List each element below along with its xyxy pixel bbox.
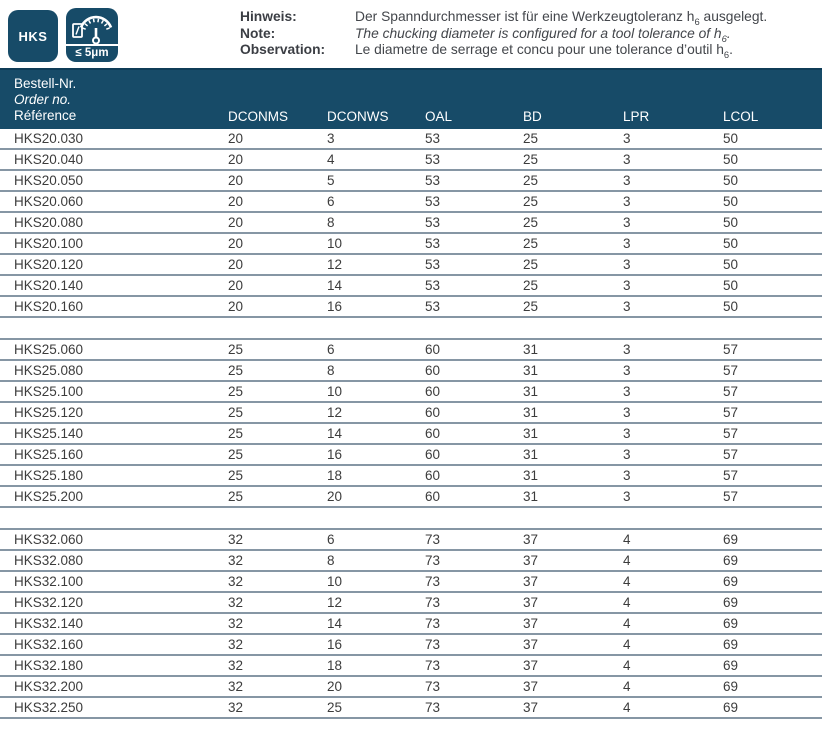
value-cell: 25 xyxy=(228,381,327,402)
value-cell: 6 xyxy=(327,339,425,360)
value-cell: 37 xyxy=(523,571,623,592)
value-cell: 4 xyxy=(623,655,723,676)
value-cell: 3 xyxy=(623,170,723,191)
value-cell: 60 xyxy=(425,423,523,444)
value-cell: 4 xyxy=(623,571,723,592)
order-no-cell: HKS25.120 xyxy=(0,402,228,423)
value-cell: 20 xyxy=(228,129,327,149)
section-spacer-row xyxy=(0,317,822,339)
section-spacer-cell xyxy=(0,317,822,339)
value-cell: 37 xyxy=(523,655,623,676)
value-cell: 25 xyxy=(228,360,327,381)
order-no-cell: HKS32.160 xyxy=(0,634,228,655)
column-header-bd: BD xyxy=(523,69,623,129)
page-header xyxy=(0,0,838,68)
value-cell: 31 xyxy=(523,444,623,465)
value-cell: 4 xyxy=(327,149,425,170)
value-cell: 31 xyxy=(523,423,623,444)
value-cell: 3 xyxy=(623,423,723,444)
table-row xyxy=(0,339,822,360)
value-cell: 4 xyxy=(623,634,723,655)
value-cell: 37 xyxy=(523,613,623,634)
section-spacer-cell xyxy=(0,507,822,529)
value-cell: 32 xyxy=(228,529,327,550)
table-row xyxy=(0,444,822,465)
table-header xyxy=(0,69,822,129)
value-cell: 53 xyxy=(425,129,523,149)
value-cell: 3 xyxy=(623,233,723,254)
value-cell: 3 xyxy=(623,149,723,170)
value-cell: 53 xyxy=(425,212,523,233)
value-cell: 10 xyxy=(327,233,425,254)
table-row xyxy=(0,129,822,149)
order-no-cell: HKS25.080 xyxy=(0,360,228,381)
value-cell: 57 xyxy=(723,486,822,507)
value-cell: 31 xyxy=(523,339,623,360)
value-cell: 31 xyxy=(523,402,623,423)
table-row xyxy=(0,381,822,402)
value-cell: 57 xyxy=(723,381,822,402)
value-cell: 20 xyxy=(228,191,327,212)
table-row xyxy=(0,592,822,613)
value-cell: 32 xyxy=(228,592,327,613)
order-no-cell: HKS32.200 xyxy=(0,676,228,697)
value-cell: 10 xyxy=(327,571,425,592)
value-cell: 31 xyxy=(523,360,623,381)
order-no-cell: HKS20.120 xyxy=(0,254,228,275)
table-row xyxy=(0,254,822,275)
value-cell: 37 xyxy=(523,634,623,655)
value-cell: 14 xyxy=(327,613,425,634)
column-header-lcol: LCOL xyxy=(723,69,822,129)
value-cell: 57 xyxy=(723,402,822,423)
value-cell: 4 xyxy=(623,613,723,634)
value-cell: 4 xyxy=(623,529,723,550)
value-cell: 60 xyxy=(425,339,523,360)
table-row xyxy=(0,170,822,191)
hks-series-label: HKS xyxy=(18,28,48,44)
value-cell: 37 xyxy=(523,697,623,718)
value-cell: 60 xyxy=(425,465,523,486)
value-cell: 37 xyxy=(523,592,623,613)
order-no-cell: HKS25.200 xyxy=(0,486,228,507)
order-no-cell: HKS20.030 xyxy=(0,129,228,149)
value-cell: 14 xyxy=(327,275,425,296)
value-cell: 31 xyxy=(523,486,623,507)
value-cell: 25 xyxy=(228,486,327,507)
value-cell: 3 xyxy=(623,129,723,149)
order-no-cell: HKS20.050 xyxy=(0,170,228,191)
table-row xyxy=(0,296,822,317)
value-cell: 3 xyxy=(623,339,723,360)
value-cell: 8 xyxy=(327,360,425,381)
value-cell: 73 xyxy=(425,550,523,571)
value-cell: 6 xyxy=(327,529,425,550)
value-cell: 69 xyxy=(723,613,822,634)
value-cell: 50 xyxy=(723,233,822,254)
value-cell: 16 xyxy=(327,634,425,655)
value-cell: 3 xyxy=(623,465,723,486)
column-header-lpr: LPR xyxy=(623,69,723,129)
value-cell: 3 xyxy=(327,129,425,149)
note-row-en xyxy=(240,26,767,43)
value-cell: 25 xyxy=(228,423,327,444)
value-cell: 50 xyxy=(723,191,822,212)
value-cell: 37 xyxy=(523,550,623,571)
value-cell: 3 xyxy=(623,381,723,402)
value-cell: 57 xyxy=(723,360,822,381)
value-cell: 3 xyxy=(623,254,723,275)
order-no-cell: HKS20.040 xyxy=(0,149,228,170)
value-cell: 73 xyxy=(425,655,523,676)
order-no-cell: HKS32.250 xyxy=(0,697,228,718)
column-header-oal: OAL xyxy=(425,69,523,129)
table-body xyxy=(0,129,822,718)
tolerance-value: ≤ 5μm xyxy=(75,47,109,59)
note-text-de: Der Spanndurchmesser ist für eine Werkzeugtoleranz $h_6$ ausgelegt. xyxy=(355,9,768,27)
value-cell: 31 xyxy=(523,381,623,402)
note-text-en: The chucking diameter is configured for a tool tolerance of $h_6$. xyxy=(355,25,731,44)
order-no-cell: HKS32.140 xyxy=(0,613,228,634)
value-cell: 25 xyxy=(523,191,623,212)
value-cell: 53 xyxy=(425,191,523,212)
table-row xyxy=(0,465,822,486)
value-cell: 73 xyxy=(425,529,523,550)
value-cell: 73 xyxy=(425,634,523,655)
value-cell: 25 xyxy=(523,212,623,233)
hks-series-badge xyxy=(8,10,58,62)
table-row xyxy=(0,275,822,296)
value-cell: 60 xyxy=(425,381,523,402)
value-cell: 73 xyxy=(425,613,523,634)
order-no-cell: HKS25.140 xyxy=(0,423,228,444)
table-row xyxy=(0,529,822,550)
value-cell: 8 xyxy=(327,550,425,571)
column-header-dconms: DCONMS xyxy=(228,69,327,129)
value-cell: 25 xyxy=(523,275,623,296)
order-no-cell: HKS25.060 xyxy=(0,339,228,360)
value-cell: 50 xyxy=(723,149,822,170)
value-cell: 3 xyxy=(623,486,723,507)
value-cell: 14 xyxy=(327,423,425,444)
order-no-cell: HKS25.160 xyxy=(0,444,228,465)
table-row xyxy=(0,423,822,444)
value-cell: 32 xyxy=(228,655,327,676)
value-cell: 50 xyxy=(723,275,822,296)
value-cell: 18 xyxy=(327,655,425,676)
value-cell: 20 xyxy=(228,149,327,170)
table-row xyxy=(0,149,822,170)
note-text-fr: Le diametre de serrage et concu pour une tolerance d’outil $h_6$. xyxy=(355,42,733,60)
value-cell: 20 xyxy=(228,233,327,254)
value-cell: 73 xyxy=(425,592,523,613)
value-cell: 4 xyxy=(623,550,723,571)
value-cell: 53 xyxy=(425,296,523,317)
order-no-cell: HKS20.140 xyxy=(0,275,228,296)
table-row xyxy=(0,402,822,423)
note-label-de: Hinweis: xyxy=(240,9,297,24)
value-cell: 20 xyxy=(327,486,425,507)
value-cell: 53 xyxy=(425,170,523,191)
order-no-cell: HKS32.080 xyxy=(0,550,228,571)
value-cell: 69 xyxy=(723,676,822,697)
value-cell: 69 xyxy=(723,655,822,676)
value-cell: 20 xyxy=(228,254,327,275)
value-cell: 25 xyxy=(523,149,623,170)
value-cell: 3 xyxy=(623,360,723,381)
value-cell: 25 xyxy=(523,233,623,254)
value-cell: 53 xyxy=(425,233,523,254)
value-cell: 25 xyxy=(523,129,623,149)
value-cell: 25 xyxy=(228,444,327,465)
order-no-cell: HKS20.060 xyxy=(0,191,228,212)
value-cell: 69 xyxy=(723,550,822,571)
value-cell: 32 xyxy=(228,634,327,655)
value-cell: 50 xyxy=(723,129,822,149)
value-cell: 25 xyxy=(523,170,623,191)
value-cell: 31 xyxy=(523,465,623,486)
value-cell: 37 xyxy=(523,676,623,697)
table-row xyxy=(0,571,822,592)
value-cell: 69 xyxy=(723,592,822,613)
value-cell: 12 xyxy=(327,592,425,613)
order-no-cell: HKS20.080 xyxy=(0,212,228,233)
value-cell: 73 xyxy=(425,676,523,697)
value-cell: 3 xyxy=(623,402,723,423)
value-cell: 16 xyxy=(327,296,425,317)
value-cell: 5 xyxy=(327,170,425,191)
note-label-en: Note: xyxy=(240,25,276,41)
value-cell: 20 xyxy=(228,212,327,233)
table-row xyxy=(0,676,822,697)
value-cell: 60 xyxy=(425,486,523,507)
value-cell: 3 xyxy=(623,444,723,465)
value-cell: 12 xyxy=(327,402,425,423)
value-cell: 60 xyxy=(425,444,523,465)
dimension-table xyxy=(0,68,822,719)
value-cell: 18 xyxy=(327,465,425,486)
value-cell: 25 xyxy=(228,402,327,423)
value-cell: 32 xyxy=(228,613,327,634)
value-cell: 50 xyxy=(723,212,822,233)
value-cell: 53 xyxy=(425,149,523,170)
value-cell: 32 xyxy=(228,550,327,571)
table-row xyxy=(0,191,822,212)
order-no-cell: HKS32.180 xyxy=(0,655,228,676)
note-row-de xyxy=(240,9,767,26)
order-no-cell: HKS20.160 xyxy=(0,296,228,317)
table-row xyxy=(0,613,822,634)
value-cell: 6 xyxy=(327,191,425,212)
value-cell: 57 xyxy=(723,465,822,486)
dial-gauge-icon xyxy=(66,9,118,45)
table-row xyxy=(0,697,822,718)
value-cell: 57 xyxy=(723,423,822,444)
value-cell: 50 xyxy=(723,254,822,275)
note-block xyxy=(240,9,767,59)
runout-tolerance-badge xyxy=(66,8,118,62)
value-cell: 37 xyxy=(523,529,623,550)
value-cell: 4 xyxy=(623,697,723,718)
value-cell: 60 xyxy=(425,360,523,381)
value-cell: 57 xyxy=(723,444,822,465)
value-cell: 60 xyxy=(425,402,523,423)
table-row xyxy=(0,634,822,655)
column-header-order-no: Bestell-Nr. Order no. Référence xyxy=(0,69,228,129)
value-cell: 50 xyxy=(723,296,822,317)
table-row xyxy=(0,212,822,233)
order-no-cell: HKS32.120 xyxy=(0,592,228,613)
table-row xyxy=(0,550,822,571)
value-cell: 20 xyxy=(228,296,327,317)
note-row-fr xyxy=(240,42,767,59)
value-cell: 32 xyxy=(228,571,327,592)
value-cell: 73 xyxy=(425,697,523,718)
value-cell: 69 xyxy=(723,571,822,592)
value-cell: 32 xyxy=(228,676,327,697)
value-cell: 4 xyxy=(623,592,723,613)
value-cell: 57 xyxy=(723,339,822,360)
value-cell: 69 xyxy=(723,634,822,655)
section-spacer-row xyxy=(0,507,822,529)
column-header-dconws: DCONWS xyxy=(327,69,425,129)
value-cell: 16 xyxy=(327,444,425,465)
note-label-fr: Observation: xyxy=(240,42,326,57)
table-row xyxy=(0,655,822,676)
value-cell: 69 xyxy=(723,529,822,550)
value-cell: 12 xyxy=(327,254,425,275)
value-cell: 20 xyxy=(228,275,327,296)
badge-divider xyxy=(66,44,118,46)
value-cell: 3 xyxy=(623,296,723,317)
value-cell: 3 xyxy=(623,212,723,233)
value-cell: 25 xyxy=(327,697,425,718)
order-no-cell: HKS32.060 xyxy=(0,529,228,550)
value-cell: 25 xyxy=(228,339,327,360)
value-cell: 50 xyxy=(723,170,822,191)
value-cell: 20 xyxy=(228,170,327,191)
table-row xyxy=(0,360,822,381)
value-cell: 3 xyxy=(623,191,723,212)
value-cell: 69 xyxy=(723,697,822,718)
value-cell: 53 xyxy=(425,254,523,275)
order-no-cell: HKS25.180 xyxy=(0,465,228,486)
value-cell: 32 xyxy=(228,697,327,718)
value-cell: 53 xyxy=(425,275,523,296)
table-row xyxy=(0,233,822,254)
value-cell: 10 xyxy=(327,381,425,402)
value-cell: 8 xyxy=(327,212,425,233)
value-cell: 25 xyxy=(228,465,327,486)
value-cell: 73 xyxy=(425,571,523,592)
value-cell: 3 xyxy=(623,275,723,296)
order-no-cell: HKS25.100 xyxy=(0,381,228,402)
value-cell: 20 xyxy=(327,676,425,697)
order-no-cell: HKS20.100 xyxy=(0,233,228,254)
value-cell: 25 xyxy=(523,296,623,317)
table-row xyxy=(0,486,822,507)
value-cell: 4 xyxy=(623,676,723,697)
value-cell: 25 xyxy=(523,254,623,275)
order-no-cell: HKS32.100 xyxy=(0,571,228,592)
